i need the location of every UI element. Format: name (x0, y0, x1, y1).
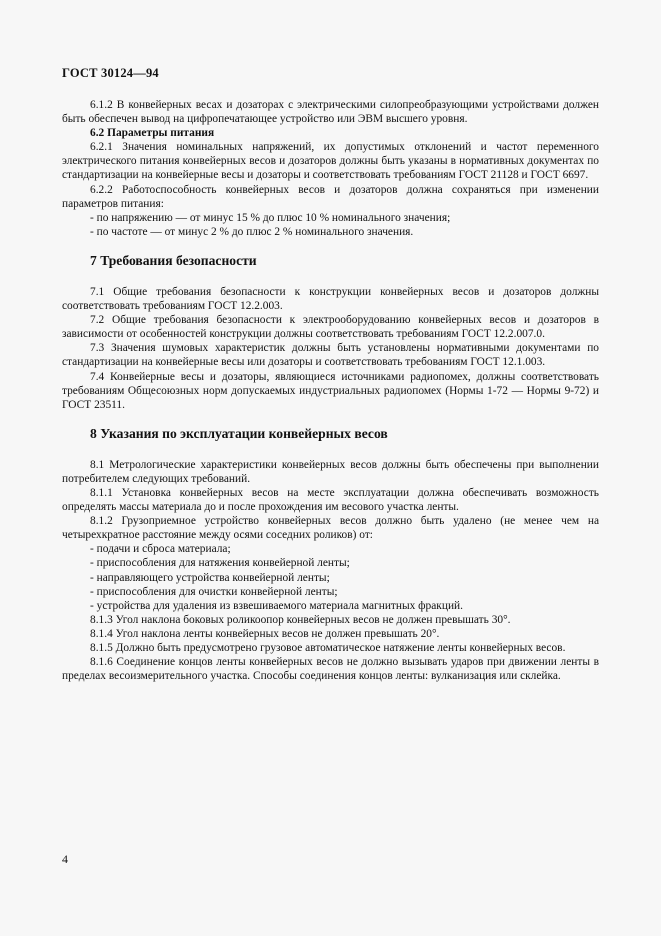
paragraph: 6.2.1 Значения номинальных напряжений, их допустимых отклонений и частот переменного электрического питания конвейерных весов и дозаторов должны быть указаны в нормативных документах по стандартизации на конвейерные весы и дозаторы и соответствовать требованиям ГОСТ 21128 и ГОСТ 6697. (62, 141, 599, 182)
list-item: - подачи и сброса материала; (90, 543, 231, 556)
paragraph: 8.1.4 Угол наклона ленты конвейерных весов не должен превышать 20°. (90, 627, 440, 640)
list-item: - направляющего устройства конвейерной ленты; (90, 571, 330, 584)
document-body (62, 98, 599, 683)
paragraph: 6.1.2 В конвейерных весах и дозаторах с электрическими силопреобразующими устройствами должен быть обеспечен вывод на цифропечатающее устройство или ЭВМ высшего уровня. (62, 99, 599, 126)
page-number: 4 (62, 852, 68, 866)
section-heading: 7 Требования безопасности (90, 252, 257, 268)
paragraph: 8.1.6 Соединение концов ленты конвейерных весов не должно вызывать ударов при движении ленты в пределах весоизмерительного участка. Способы соединения концов ленты: вулканизация или склейка. (62, 656, 599, 683)
section-heading: 8 Указания по эксплуатации конвейерных весов (90, 425, 388, 441)
paragraph: 7.1 Общие требования безопасности к конструкции конвейерных весов и дозаторов должны соответствовать требованиям ГОСТ 12.2.003. (62, 285, 599, 313)
list-item: - устройства для удаления из взвешиваемого материала магнитных фракций. (90, 599, 463, 612)
paragraph: 7.3 Значения шумовых характеристик должны быть установлены нормативными документами по стандартизации на конвейерные весы или дозаторы и соответствовать требованиям ГОСТ 12.1.003. (62, 342, 599, 369)
document-header: ГОСТ 30124—94 (62, 66, 159, 80)
list-item: - приспособления для очистки конвейерной ленты; (90, 585, 338, 598)
list-item: - по напряжению — от минус 15 % до плюс 10 % номинального значения; (90, 211, 451, 224)
paragraph: 8.1.3 Угол наклона боковых роликоопор конвейерных весов не должен превышать 30°. (90, 613, 511, 626)
paragraph: 8.1 Метрологические характеристики конвейерных весов должны быть обеспечены при выполнении потребителем следующих требований. (62, 458, 599, 485)
paragraph: 8.1.1 Установка конвейерных весов на месте эксплуатации должна обеспечивать возможность определять массы материала до и после прохождения им весового участка ленты. (62, 486, 599, 514)
list-item: - по частоте — от минус 2 % до плюс 2 % номинального значения. (90, 225, 414, 238)
paragraph: 8.1.5 Должно быть предусмотрено грузовое автоматическое натяжение ленты конвейерных весов. (90, 642, 566, 654)
paragraph: 6.2.2 Работоспособность конвейерных весов и дозаторов должна сохраняться при изменении параметров питания: (62, 183, 599, 210)
paragraph: 8.1.2 Грузоприемное устройство конвейерных весов должно быть удалено (не менее чем на четырехкратное расстояние между осями соседних роликов) от: (62, 515, 599, 542)
list-item: - приспособления для натяжения конвейерной ленты; (90, 557, 350, 570)
subsection-heading: 6.2 Параметры питания (90, 127, 215, 140)
paragraph: 7.2 Общие требования безопасности к электрооборудованию конвейерных весов и дозаторов в зависимости от особенностей конструкции должны соответствовать требованиям ГОСТ 12.2.007.0. (62, 314, 599, 341)
paragraph: 7.4 Конвейерные весы и дозаторы, являющиеся источниками радиопомех, должны соответствовать требованиям Общесоюзных норм допускаемых индустриальных радиопомех (Нормы 1-72 — Нормы 9-72) и ГОСТ 23511. (62, 370, 599, 411)
